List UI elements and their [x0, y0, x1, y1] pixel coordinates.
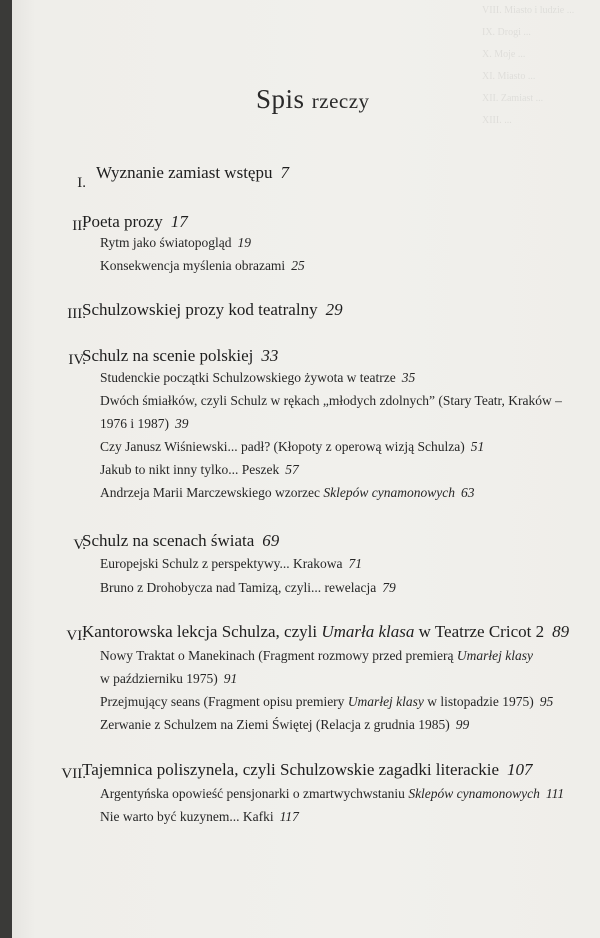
- chapter-page: 7: [280, 163, 289, 182]
- subentry: Andrzeja Marii Marczewskiego wzorzec Sklepów cynamonowych 63: [100, 485, 475, 500]
- chapter-number: IV.: [68, 352, 86, 368]
- chapter-number: V.: [73, 537, 86, 553]
- subentry: w październiku 1975) 91: [100, 671, 238, 686]
- chapter-title: Schulzowskiej prozy kod teatralny 29: [82, 300, 343, 319]
- subentry: Rytm jako światopogląd 19: [100, 235, 251, 250]
- subentry: Nie warto być kuzynem... Kafki 117: [100, 809, 299, 824]
- bleed-through-text: VIII. Miasto i ludzie ... IX. Drogi ... X. Moje ... XI. Miasto ... XII. Zamiast ... XIII. ...: [482, 5, 575, 126]
- subentry: Studenckie początki Schulzowskiego żywota w teatrze 35: [100, 370, 416, 385]
- chapter-page: 17: [170, 212, 188, 231]
- chapter-page: 107: [507, 760, 533, 779]
- chapter-page: 29: [325, 300, 343, 319]
- subentry: Nowy Traktat o Manekinach (Fragment rozmowy przed premierą Umarłej klasy: [100, 648, 534, 663]
- chapter-number: VI.: [66, 628, 86, 644]
- chapter-title: Schulz na scenach świata 69: [82, 531, 280, 550]
- chapter-page: 69: [262, 531, 280, 550]
- chapter-number: III.: [67, 306, 86, 322]
- subentry: Europejski Schulz z perspektywy... Krakowa 71: [100, 556, 362, 571]
- page-title: Spis rzeczy: [256, 84, 370, 114]
- chapter-title: Wyznanie zamiast wstępu 7: [96, 163, 289, 182]
- chapter-number: I.: [77, 175, 86, 191]
- chapter-page: 89: [552, 622, 570, 641]
- subentry: Dwóch śmiałków, czyli Schulz w rękach „młodych zdolnych” (Stary Teatr, Kraków –: [100, 393, 562, 408]
- chapter-number: VII.: [61, 766, 86, 782]
- subentry: Konsekwencja myślenia obrazami 25: [100, 258, 305, 273]
- subentry: Argentyńska opowieść pensjonarki o zmartwychwstaniu Sklepów cynamonowych 111: [100, 786, 565, 801]
- chapter-number: II.: [72, 218, 86, 234]
- subentry: Przejmujący seans (Fragment opisu premiery Umarłej klasy w listopadzie 1975) 95: [100, 694, 554, 709]
- subentry: Bruno z Drohobycza nad Tamizą, czyli... rewelacja 79: [100, 580, 396, 595]
- chapter-title: Tajemnica poliszynela, czyli Schulzowskie zagadki literackie 107: [82, 760, 533, 779]
- subentry: Zerwanie z Schulzem na Ziemi Świętej (Relacja z grudnia 1985) 99: [100, 717, 470, 732]
- chapter-title: Kantorowska lekcja Schulza, czyli Umarła klasa w Teatrze Cricot 2 89: [82, 622, 570, 641]
- chapter-page: 33: [261, 346, 279, 365]
- chapter-title: Schulz na scenie polskiej 33: [82, 346, 279, 365]
- subentry: Czy Janusz Wiśniewski... padł? (Kłopoty z operową wizją Schulza) 51: [100, 439, 485, 454]
- subentry: Jakub to nikt inny tylko... Peszek 57: [100, 462, 299, 477]
- subentry: 1976 i 1987) 39: [100, 416, 189, 431]
- chapter-title: Poeta prozy 17: [82, 212, 188, 231]
- book-page: [12, 0, 600, 938]
